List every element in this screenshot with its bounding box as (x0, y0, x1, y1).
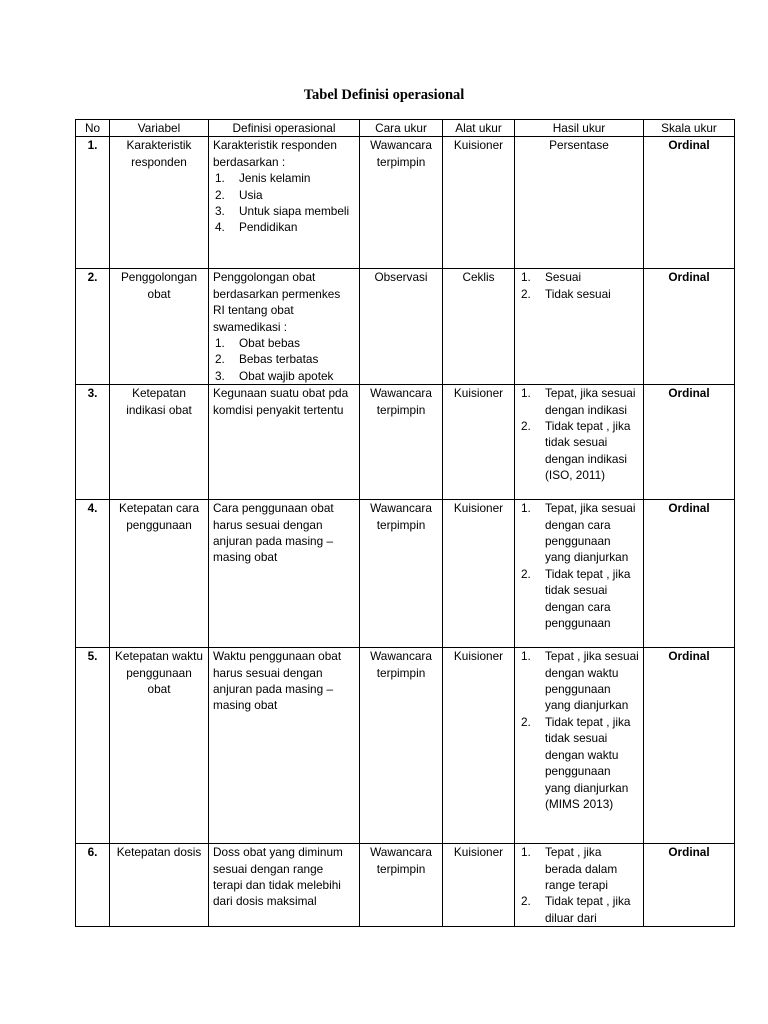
definisi-list (213, 170, 355, 236)
list-number: 1. (215, 171, 225, 186)
cell-definisi (209, 648, 360, 844)
hasil-list-item (519, 893, 639, 926)
cell-variabel: Ketepatan cara penggunaan (110, 500, 209, 648)
cell-no: 3. (76, 385, 110, 500)
definisi-list-text: Obat wajib apotek (239, 368, 334, 383)
hasil-list-text: Tepat, jika sesuai dengan cara penggunaan yang dianjurkan (545, 501, 636, 565)
hasil-list (519, 844, 639, 926)
hasil-list-item (519, 648, 639, 714)
cell-definisi (209, 269, 360, 385)
hasil-list-item (519, 286, 639, 302)
cell-definisi (209, 137, 360, 269)
hasil-list-text: Tepat, jika sesuai dengan indikasi (545, 386, 636, 417)
hasil-list (519, 269, 639, 302)
definisi-list-item (213, 219, 355, 235)
definisi-list-item (213, 170, 355, 186)
cell-variabel: Penggolongan obat (110, 269, 209, 385)
list-number: 4. (215, 220, 225, 235)
table-row (76, 648, 735, 844)
cell-no: 4. (76, 500, 110, 648)
definisi-text: Cara penggunaan obat harus sesuai dengan anjuran pada masing – masing obat (213, 501, 334, 565)
hasil-list-text: Tidak sesuai (545, 286, 611, 301)
definisi-list-item (213, 351, 355, 367)
cell-skala-ukur: Ordinal (644, 844, 735, 927)
definisi-text: Doss obat yang diminum sesuai dengan range terapi dan tidak melebihi dari dosis maksimal (213, 845, 343, 909)
header-cara-ukur: Cara ukur (360, 120, 443, 137)
cell-definisi (209, 844, 360, 927)
definisi-text: Karakteristik responden berdasarkan : (213, 138, 337, 169)
hasil-list-text: Tepat , jika sesuai dengan waktu penggunaan yang dianjurkan (545, 649, 639, 713)
hasil-list-item (519, 844, 639, 893)
definisi-list-item (213, 203, 355, 219)
cell-skala-ukur: Ordinal (644, 500, 735, 648)
cell-alat-ukur: Kuisioner (443, 648, 515, 844)
header-hasil-ukur: Hasil ukur (515, 120, 644, 137)
list-number: 2. (215, 187, 225, 202)
header-skala-ukur: Skala ukur (644, 120, 735, 137)
hasil-list-item (519, 418, 639, 484)
cell-alat-ukur: Kuisioner (443, 500, 515, 648)
cell-no: 1. (76, 137, 110, 269)
definisi-list-text: Untuk siapa membeli (239, 204, 350, 219)
definisi-list-text: Jenis kelamin (239, 171, 311, 186)
cell-hasil-ukur (515, 269, 644, 385)
cell-cara-ukur: Observasi (360, 269, 443, 385)
header-variabel: Variabel (110, 120, 209, 137)
cell-alat-ukur: Kuisioner (443, 137, 515, 269)
hasil-list-text: Tidak tepat , jika tidak sesuai dengan waktu penggunaan yang dianjurkan (MIMS 2013) (545, 714, 631, 811)
hasil-list-text: Tidak tepat , jika diluar dari (545, 894, 631, 925)
hasil-text: Persentase (549, 138, 609, 153)
cell-alat-ukur: Ceklis (443, 269, 515, 385)
list-number: 2. (521, 566, 531, 581)
definisi-text: Kegunaan suatu obat pda komdisi penyakit tertentu (213, 386, 349, 417)
definisi-list-item (213, 187, 355, 203)
cell-cara-ukur: Wawancara terpimpin (360, 844, 443, 927)
hasil-list-item (519, 269, 639, 285)
cell-variabel: Ketepatan waktu penggunaan obat (110, 648, 209, 844)
cell-cara-ukur: Wawancara terpimpin (360, 500, 443, 648)
table-title: Tabel Definisi operasional (303, 87, 465, 103)
cell-hasil-ukur (515, 500, 644, 648)
cell-cara-ukur: Wawancara terpimpin (360, 137, 443, 269)
table-row (76, 385, 735, 500)
table-row (76, 500, 735, 648)
list-number: 2. (521, 419, 531, 434)
list-number: 1. (521, 386, 531, 401)
cell-skala-ukur: Ordinal (644, 648, 735, 844)
cell-alat-ukur: Kuisioner (443, 844, 515, 927)
header-alat-ukur: Alat ukur (443, 120, 515, 137)
list-number: 1. (521, 270, 531, 285)
cell-variabel: Ketepatan dosis (110, 844, 209, 927)
table-body (76, 137, 735, 927)
cell-cara-ukur: Wawancara terpimpin (360, 648, 443, 844)
list-number: 2. (521, 714, 531, 729)
list-number: 3. (215, 368, 225, 383)
definisi-list (213, 335, 355, 384)
definisi-list-text: Pendidikan (239, 220, 298, 235)
hasil-list-text: Tidak tepat , jika tidak sesuai dengan indikasi (ISO, 2011) (545, 419, 631, 483)
definisi-list-text: Bebas terbatas (239, 352, 319, 367)
definisi-text: Waktu penggunaan obat harus sesuai dengan anjuran pada masing –masing obat (213, 649, 342, 713)
cell-hasil-ukur (515, 648, 644, 844)
cell-definisi (209, 500, 360, 648)
header-no: No (76, 120, 110, 137)
hasil-list-item (519, 566, 639, 632)
hasil-list-item (519, 385, 639, 418)
list-number: 2. (215, 352, 225, 367)
cell-variabel: Karakteristik responden (110, 137, 209, 269)
list-number: 1. (521, 649, 531, 664)
hasil-list-text: Sesuai (545, 270, 582, 285)
cell-hasil-ukur (515, 137, 644, 269)
list-number: 2. (521, 286, 531, 301)
list-number: 1. (521, 501, 531, 516)
cell-no: 5. (76, 648, 110, 844)
hasil-list (519, 648, 639, 812)
definisi-text: Penggolongan obat berdasarkan permenkes RI tentang obat swamedikasi : (213, 270, 341, 334)
cell-hasil-ukur (515, 844, 644, 927)
definisi-list-item (213, 368, 355, 384)
header-definisi: Definisi operasional (209, 120, 360, 137)
list-number: 1. (521, 845, 531, 860)
cell-no: 6. (76, 844, 110, 927)
table-header-row (76, 120, 735, 137)
hasil-list-item (519, 714, 639, 812)
list-number: 2. (521, 894, 531, 909)
hasil-list-text: Tidak tepat , jika tidak sesuai dengan cara penggunaan (545, 566, 631, 631)
hasil-list-text: Tepat , jika berada dalam range terapi (545, 845, 618, 893)
cell-cara-ukur: Wawancara terpimpin (360, 385, 443, 500)
definisi-list-text: Usia (239, 187, 263, 202)
table-row (76, 137, 735, 269)
cell-skala-ukur: Ordinal (644, 269, 735, 385)
table-row (76, 844, 735, 927)
cell-hasil-ukur (515, 385, 644, 500)
list-number: 1. (215, 336, 225, 351)
operational-definition-table (75, 119, 735, 927)
cell-skala-ukur: Ordinal (644, 137, 735, 269)
hasil-list (519, 500, 639, 631)
definisi-list-text: Obat bebas (239, 336, 300, 351)
cell-variabel: Ketepatan indikasi obat (110, 385, 209, 500)
cell-definisi (209, 385, 360, 500)
table-row (76, 269, 735, 385)
cell-skala-ukur: Ordinal (644, 385, 735, 500)
cell-alat-ukur: Kuisioner (443, 385, 515, 500)
definisi-list-item (213, 335, 355, 351)
list-number: 3. (215, 204, 225, 219)
cell-no: 2. (76, 269, 110, 385)
hasil-list (519, 385, 639, 483)
hasil-list-item (519, 500, 639, 566)
